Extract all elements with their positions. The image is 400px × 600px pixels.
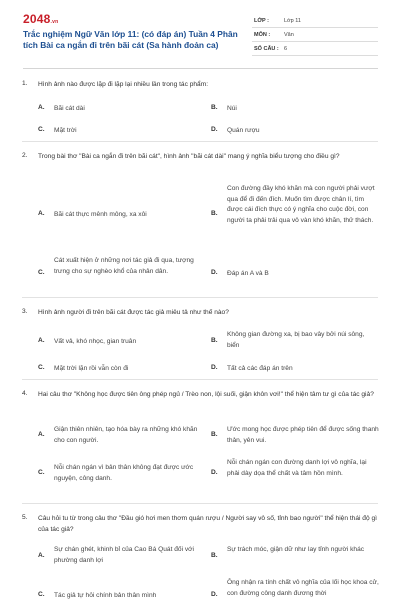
option-text[interactable]: Quán rượu — [227, 127, 260, 134]
logo-suffix: .vn — [50, 19, 59, 25]
option-letter[interactable]: A. — [38, 210, 45, 217]
option-text[interactable]: Không gian đường xa, bị bao vây bởi núi sông, biển — [227, 331, 365, 349]
option-text[interactable]: Vất vả, khó nhọc, gian truân — [54, 338, 137, 345]
option-letter[interactable]: B. — [211, 210, 218, 217]
meta-row-count — [252, 42, 378, 56]
meta-value: Văn — [284, 32, 294, 38]
option-letter[interactable]: B. — [211, 104, 218, 111]
question-number: 3. — [22, 308, 28, 315]
option-text[interactable]: Cát xuất hiện ở những nơi tác giả đi qua, tượng trưng cho sự nghèo khổ của nhân dân. — [54, 257, 194, 275]
option-letter[interactable]: A. — [38, 552, 45, 559]
option-text[interactable]: Mặt trời lặn rồi vẫn còn đi — [54, 365, 129, 372]
question-text: Hình ảnh người đi trên bãi cát được tác giả miêu tả như thế nào? — [38, 309, 229, 316]
option-letter[interactable]: A. — [38, 104, 45, 111]
site-logo[interactable] — [23, 12, 58, 26]
option-text[interactable]: Nỗi chán ngán con đường danh lợi vô nghĩa, lại phải dày dọa thể chất và tâm hồn mình. — [227, 459, 367, 477]
question-separator — [22, 503, 378, 504]
question-number: 4. — [22, 390, 28, 397]
page-header — [0, 0, 400, 68]
question-text: Hình ảnh nào được lặp đi lặp lại nhiều lần trong tác phẩm: — [38, 81, 209, 88]
option-letter[interactable]: B. — [211, 431, 218, 438]
option-letter[interactable]: C. — [38, 269, 45, 276]
option-letter[interactable]: D. — [211, 469, 218, 476]
question-number: 1. — [22, 80, 28, 87]
option-letter[interactable]: C. — [38, 469, 45, 476]
option-text[interactable]: Con đường đầy khó khăn mà con người phải vượt qua để đi đến đích. Muốn tìm được chân lí, tìm được cái đích thực có ý nghĩa cho cuộc đời, con người ta phải trải qua vô vàn khó khăn, thử thách. — [227, 185, 375, 224]
option-text[interactable]: Tất cả các đáp án trên — [227, 365, 293, 372]
option-letter[interactable]: B. — [211, 337, 218, 344]
header-divider — [23, 68, 378, 69]
option-text[interactable]: Sự trách móc, giận dữ như lay tỉnh người khác — [227, 546, 365, 553]
question-separator — [22, 141, 378, 142]
option-letter[interactable]: D. — [211, 364, 218, 371]
meta-key: SỐ CÂU : — [254, 46, 279, 52]
option-letter[interactable]: C. — [38, 126, 45, 133]
option-text[interactable]: Ước mong học được phép tiên để được sống thanh thản, yên vui. — [227, 426, 379, 444]
page-title: Trắc nghiệm Ngữ Văn lớp 11: (có đáp án) Tuần 4 Phân tích Bài ca ngắn đi trên bãi cát (Sa hành đoản ca) — [23, 29, 238, 50]
meta-value: Lớp 11 — [284, 18, 301, 24]
option-text[interactable]: Nỗi chán ngán vì bản thân không đạt được ước nguyện, công danh. — [54, 464, 194, 482]
option-letter[interactable]: A. — [38, 337, 45, 344]
option-text[interactable]: Đáp án A và B — [227, 270, 269, 277]
question-text: Trong bài thơ "Bài ca ngắn đi trên bãi cát", hình ảnh "bãi cát dài" mang ý nghĩa biểu tượng cho điều gì? — [38, 153, 340, 160]
question-text: Câu hỏi tu từ trong câu thơ "Đầu gió hơi men thơm quán rượu / Người say vô số, tỉnh bao người" thể hiện thái độ gì của tác giả? — [38, 515, 377, 533]
question-separator — [22, 379, 378, 380]
meta-key: MÔN : — [254, 32, 271, 38]
option-text[interactable]: Mặt trời — [54, 127, 77, 134]
option-letter[interactable]: C. — [38, 364, 45, 371]
option-text[interactable]: Ông nhận ra tính chất vô nghĩa của lối học khoa cử, con đường công danh đương thời — [227, 579, 379, 597]
logo-main: 2048 — [23, 12, 51, 26]
option-letter[interactable]: D. — [211, 591, 218, 598]
question-number: 2. — [22, 152, 28, 159]
meta-row-subject — [252, 28, 378, 42]
option-letter[interactable]: C. — [38, 591, 45, 598]
option-letter[interactable]: D. — [211, 126, 218, 133]
option-text[interactable]: Sự chán ghét, khinh bỉ của Cao Bá Quát đối với phường danh lợi — [54, 546, 194, 564]
option-text[interactable]: Bãi cát dài — [54, 105, 85, 112]
option-text[interactable]: Núi — [227, 105, 237, 112]
meta-key: LỚP : — [254, 18, 269, 24]
option-text[interactable]: Bãi cát thực mênh mông, xa xôi — [54, 211, 147, 218]
meta-value: 6 — [284, 46, 288, 52]
option-letter[interactable]: D. — [211, 269, 218, 276]
option-text[interactable]: Giận thiên nhiên, tạo hóa bày ra những khó khăn cho con người. — [54, 426, 198, 444]
question-number: 5. — [22, 514, 28, 521]
meta-row-class — [252, 14, 378, 28]
question-text: Hai câu thơ "Không học được tiên ông phép ngủ / Trèo non, lội suối, giận khôn vơi!" thể hiện tâm tư gì của tác giả? — [38, 391, 374, 398]
option-text[interactable]: Tác giả tự hỏi chính bản thân mình — [54, 592, 157, 599]
option-letter[interactable]: B. — [211, 552, 218, 559]
question-separator — [22, 297, 378, 298]
meta-table — [252, 14, 378, 56]
option-letter[interactable]: A. — [38, 431, 45, 438]
